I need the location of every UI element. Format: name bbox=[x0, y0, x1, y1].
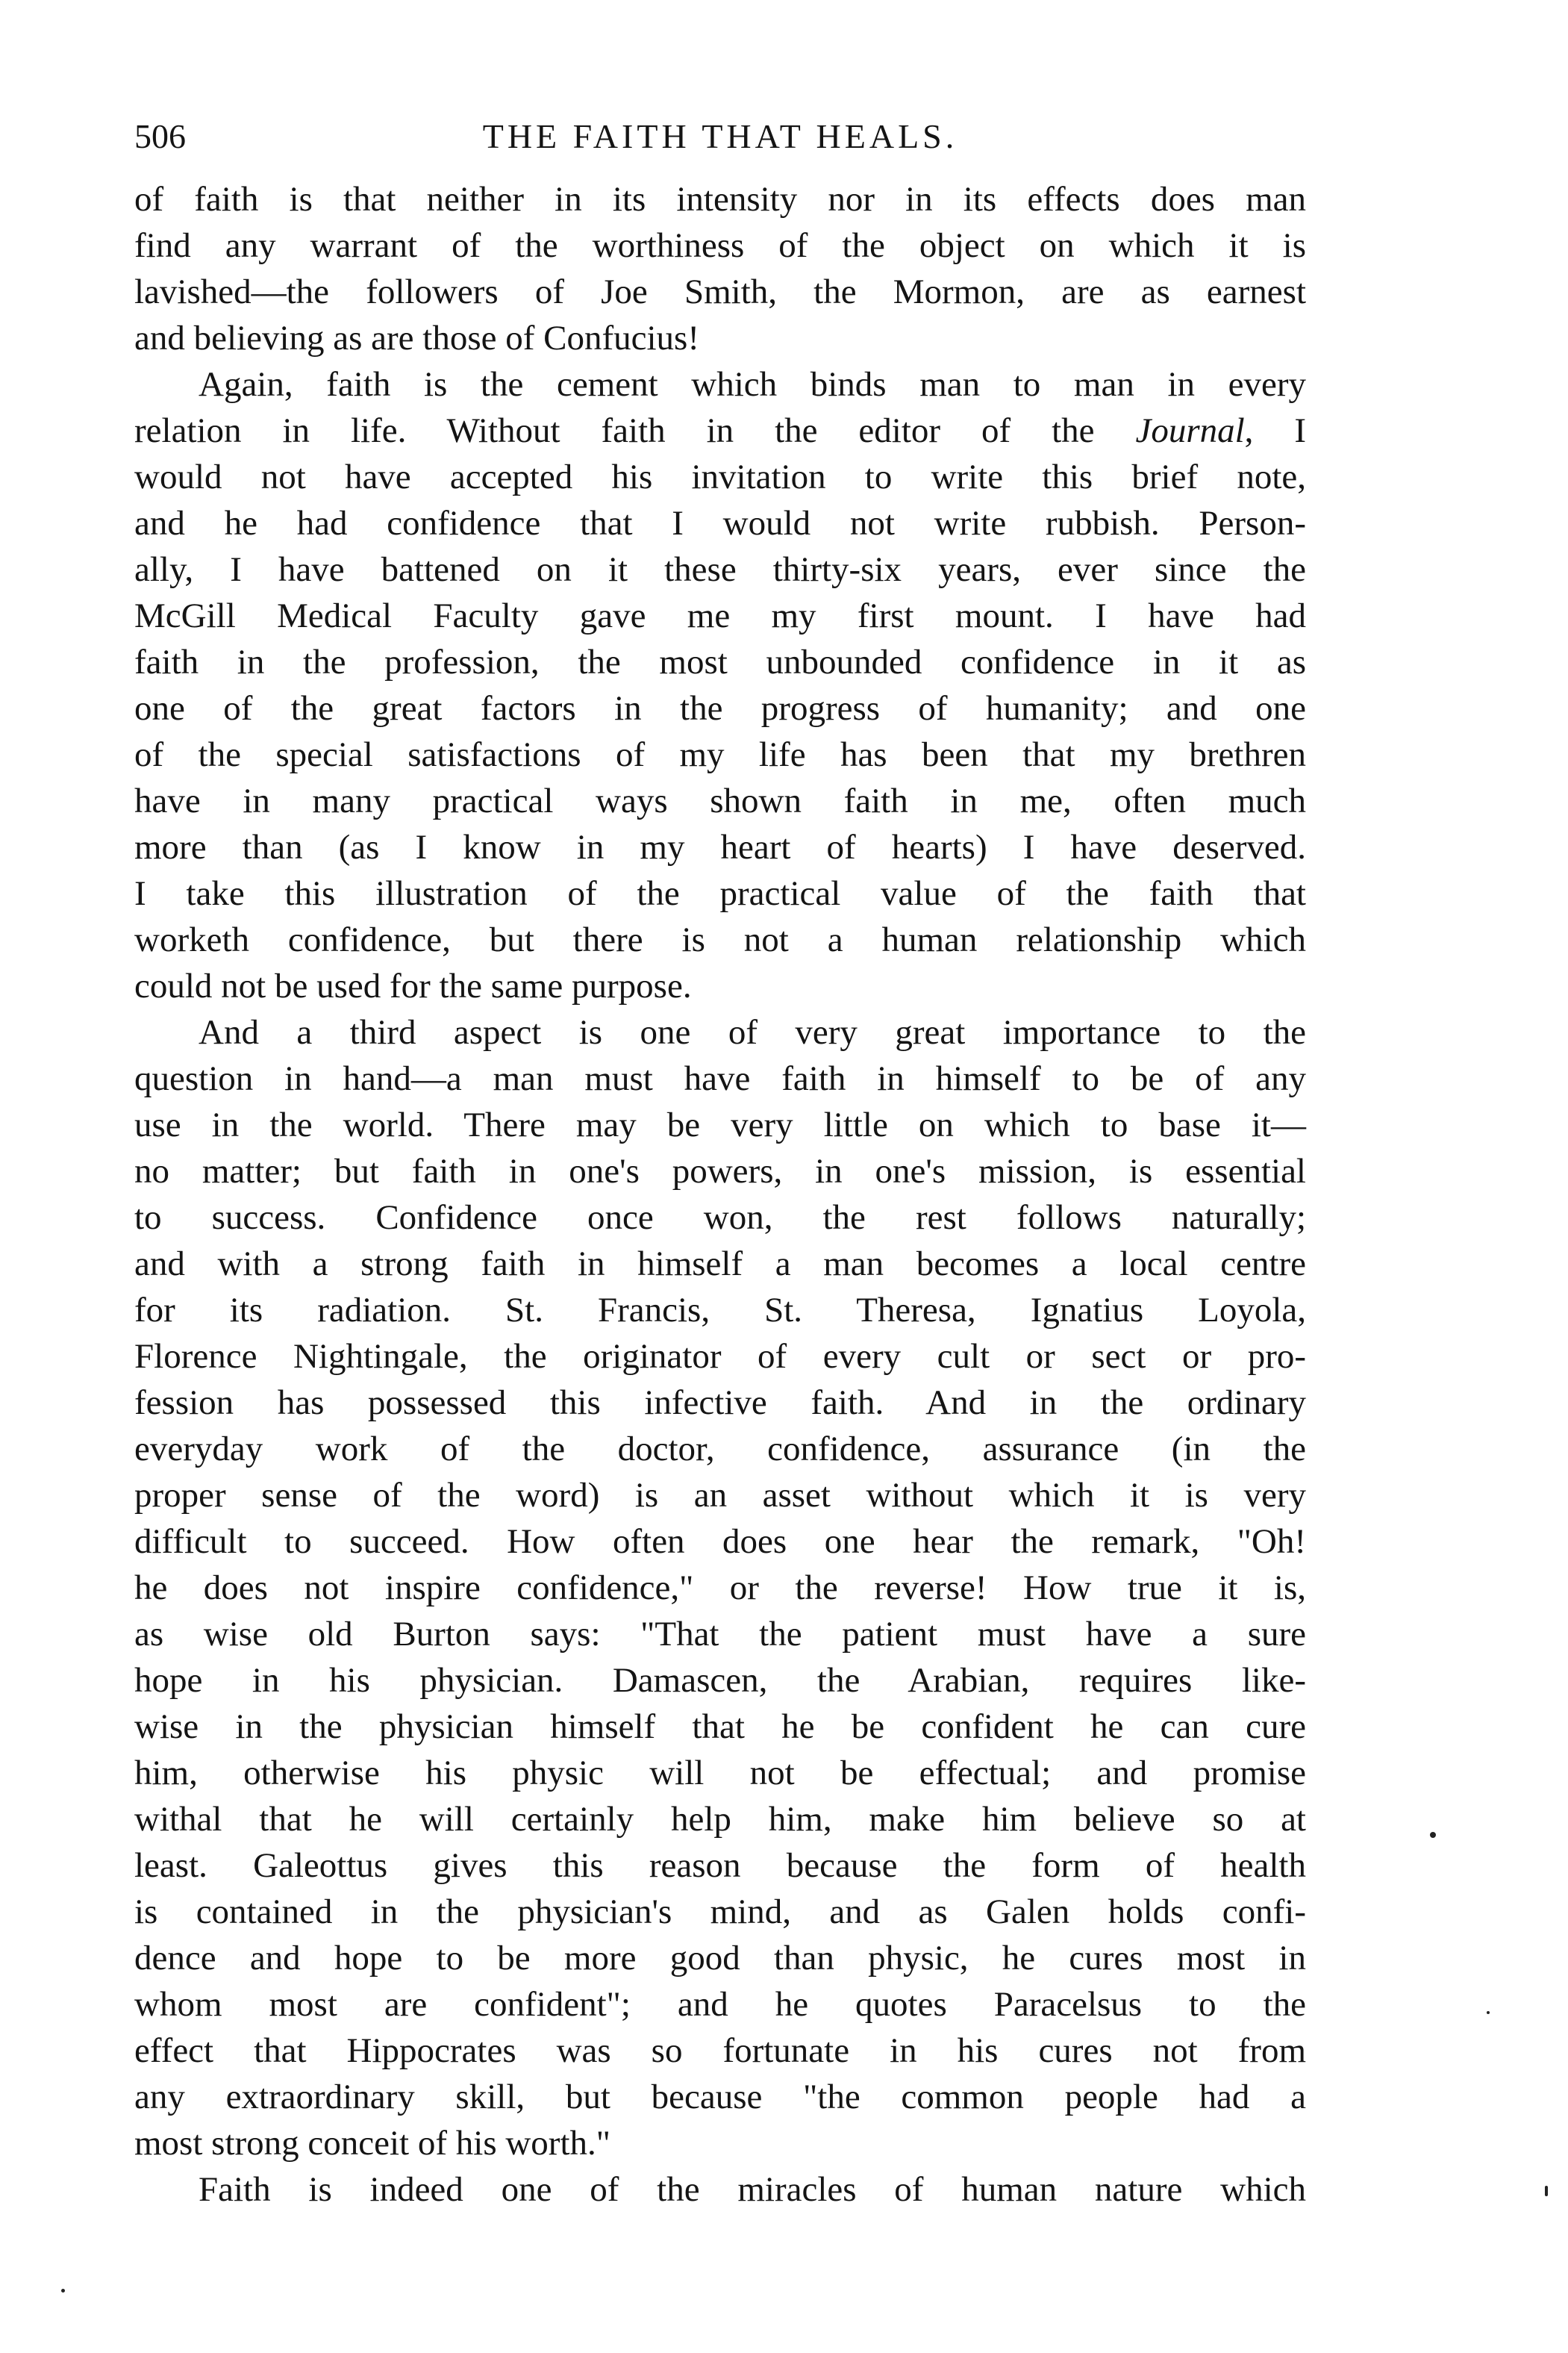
text-line: everyday work of the doctor, confidence, assurance (in the bbox=[134, 1430, 1306, 1468]
text-line: I take this illustration of the practical value of the faith that bbox=[134, 874, 1306, 913]
text-line: use in the world. There may be very little on which to base it— bbox=[134, 1106, 1306, 1144]
scan-speck bbox=[1430, 1832, 1436, 1838]
text-line: no matter; but faith in one's powers, in one's mission, is essential bbox=[134, 1152, 1306, 1191]
text-line: and he had confidence that I would not write rubbish. Person- bbox=[134, 504, 1306, 543]
scan-speck bbox=[1545, 2186, 1548, 2196]
page-number: 506 bbox=[134, 117, 186, 155]
text-line: him, otherwise his physic will not be effectual; and promise bbox=[134, 1754, 1306, 1792]
text-line: most strong conceit of his worth." bbox=[134, 2124, 610, 2163]
paragraph-first-line: And a third aspect is one of very great importance to the bbox=[199, 1013, 1306, 1052]
text-line: worketh confidence, but there is not a human relationship which bbox=[134, 920, 1306, 959]
text-line: of faith is that neither in its intensity nor in its effects does man bbox=[134, 180, 1306, 219]
paragraph-first-line: Faith is indeed one of the miracles of human nature which bbox=[199, 2170, 1306, 2209]
text-line: he does not inspire confidence," or the reverse! How true it is, bbox=[134, 1568, 1306, 1607]
paragraph-first-line: Again, faith is the cement which binds man to man in every bbox=[199, 365, 1306, 404]
text-line: effect that Hippocrates was so fortunate in his cures not from bbox=[134, 2031, 1306, 2070]
text-line: McGill Medical Faculty gave me my first mount. I have had bbox=[134, 596, 1306, 635]
text-line: and with a strong faith in himself a man becomes a local centre bbox=[134, 1244, 1306, 1283]
text-line: proper sense of the word) is an asset without which it is very bbox=[134, 1476, 1306, 1515]
text-line: is contained in the physician's mind, and as Galen holds confi- bbox=[134, 1892, 1306, 1931]
text-line bbox=[134, 408, 1306, 454]
text-line: Florence Nightingale, the originator of every cult or sect or pro- bbox=[134, 1337, 1306, 1376]
text-line: fession has possessed this infective faith. And in the ordinary bbox=[134, 1383, 1306, 1422]
text-line: find any warrant of the worthiness of the object on which it is bbox=[134, 226, 1306, 265]
text-line: faith in the profession, the most unbounded confidence in it as bbox=[134, 643, 1306, 682]
text-line: dence and hope to be more good than physic, he cures most in bbox=[134, 1939, 1306, 1978]
text-line: for its radiation. St. Francis, St. Theresa, Ignatius Loyola, bbox=[134, 1291, 1306, 1330]
text-line: more than (as I know in my heart of hearts) I have deserved. bbox=[134, 828, 1306, 867]
journal-title: Journal bbox=[1135, 411, 1245, 450]
scan-speck bbox=[1487, 2011, 1490, 2014]
text-line: whom most are confident"; and he quotes Paracelsus to the bbox=[134, 1985, 1306, 2024]
text-line: ally, I have battened on it these thirty-six years, ever since the bbox=[134, 550, 1306, 589]
text-line: question in hand—a man must have faith in himself to be of any bbox=[134, 1059, 1306, 1098]
text-line: to success. Confidence once won, the rest follows naturally; bbox=[134, 1198, 1306, 1237]
text-line: withal that he will certainly help him, make him believe so at bbox=[134, 1800, 1306, 1839]
line-part: relation in life. Without faith in the editor of the Journal, I bbox=[134, 411, 1307, 450]
scan-speck bbox=[61, 2289, 65, 2293]
running-head bbox=[134, 110, 1306, 163]
text-line: difficult to succeed. How often does one hear the remark, "Oh! bbox=[134, 1522, 1306, 1561]
running-title: THE FAITH THAT HEALS. bbox=[482, 117, 958, 155]
text-line: could not be used for the same purpose. bbox=[134, 967, 692, 1006]
text-line: wise in the physician himself that he be confident he can cure bbox=[134, 1707, 1306, 1746]
text-line: as wise old Burton says: "That the patient must have a sure bbox=[134, 1615, 1306, 1654]
text-line: any extraordinary skill, but because "the common people had a bbox=[134, 2078, 1306, 2116]
text-line: hope in his physician. Damascen, the Arabian, requires like- bbox=[134, 1661, 1306, 1700]
text-line: and believing as are those of Confucius! bbox=[134, 319, 700, 358]
text-line: least. Galeottus gives this reason because the form of health bbox=[134, 1846, 1306, 1885]
text-line: would not have accepted his invitation to write this brief note, bbox=[134, 458, 1306, 496]
text-line: have in many practical ways shown faith in me, often much bbox=[134, 782, 1306, 820]
text-line: one of the great factors in the progress of humanity; and one bbox=[134, 689, 1306, 728]
text-line: of the special satisfactions of my life has been that my brethren bbox=[134, 735, 1306, 774]
body-text bbox=[134, 176, 1306, 2213]
text-line: lavished—the followers of Joe Smith, the Mormon, are as earnest bbox=[134, 272, 1306, 311]
